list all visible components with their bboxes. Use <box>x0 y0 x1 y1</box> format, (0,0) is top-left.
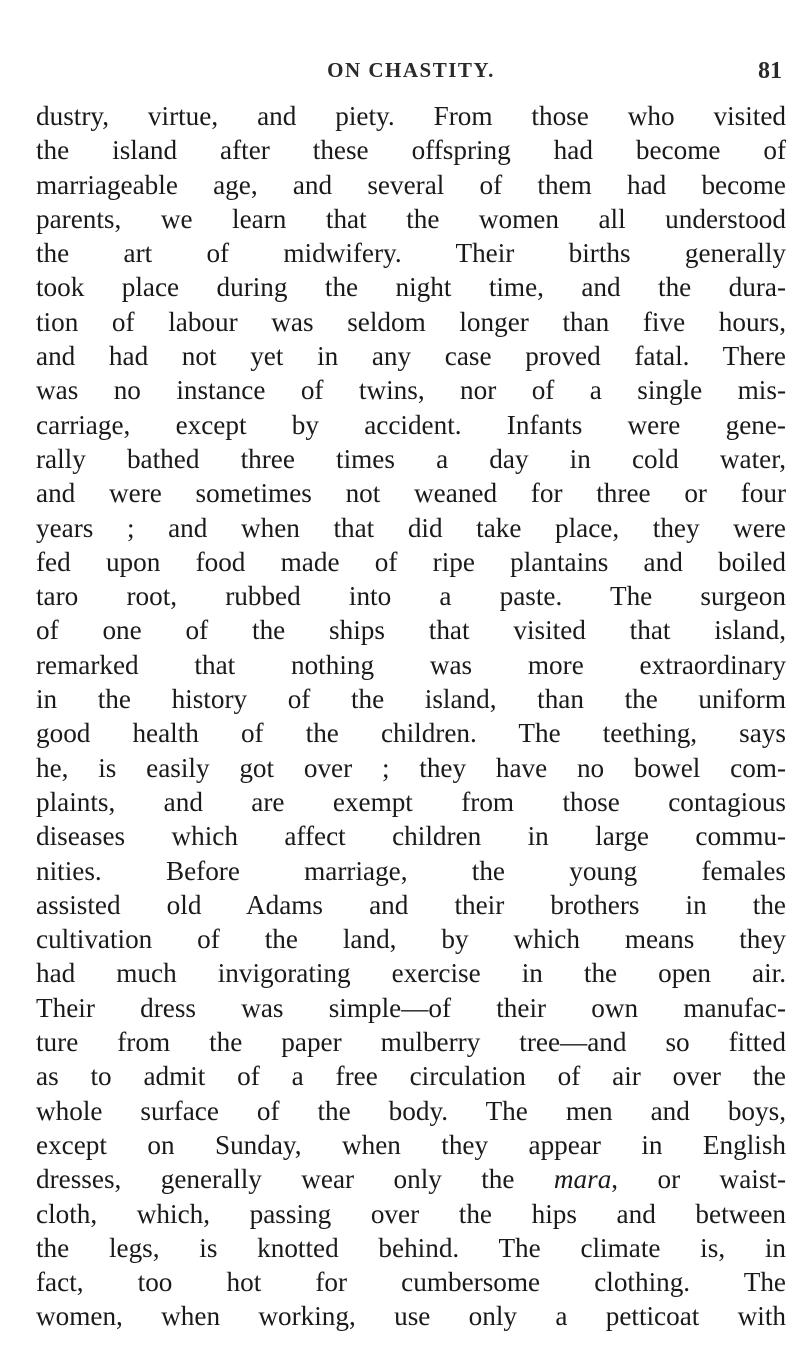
text-line: assisted old Adams and their brothers in the <box>36 889 786 920</box>
text-line: carriage, except by accident. Infants were gene- <box>36 409 786 440</box>
text-line: except on Sunday, when they appear in English <box>36 1129 786 1160</box>
text-line: the art of midwifery. Their births generally <box>36 238 786 269</box>
text-line: good health of the children. The teething, says <box>36 718 786 749</box>
text-line: took place during the night time, and the dura- <box>36 272 786 303</box>
text-line: was no instance of twins, nor of a single mis- <box>36 375 786 406</box>
text-line: whole surface of the body. The men and boys, <box>36 1095 786 1126</box>
text-line: of one of the ships that visited that island, <box>36 615 786 646</box>
text-line: tion of labour was seldom longer than five hours, <box>36 306 786 337</box>
text-line: plaints, and are exempt from those contagious <box>36 786 786 817</box>
text-line: fact, too hot for cumbersome clothing. The <box>36 1267 786 1298</box>
text-line: diseases which affect children in large commu- <box>36 821 786 852</box>
text-line: cultivation of the land, by which means they <box>36 924 786 955</box>
text-line: nities. Before marriage, the young females <box>36 855 786 886</box>
text-line: women, when working, use only a petticoat with <box>36 1301 786 1332</box>
body-text <box>36 99 786 1334</box>
text-line: he, is easily got over ; they have no bowel com- <box>36 752 786 783</box>
text-line: dustry, virtue, and piety. From those who visited <box>36 101 786 131</box>
text-line: in the history of the island, than the uniform <box>36 684 786 715</box>
text-line: cloth, which, passing over the hips and between <box>36 1198 786 1229</box>
text-line: ture from the paper mulberry tree—and so fitted <box>36 1027 786 1058</box>
page-number: 81 <box>758 58 782 84</box>
text-line: fed upon food made of ripe plantains and boiled <box>36 546 786 577</box>
text-line: rally bathed three times a day in cold water, <box>36 443 786 474</box>
text-line: years ; and when that did take place, they were <box>36 512 786 543</box>
text-line: the legs, is knotted behind. The climate is, in <box>36 1232 786 1263</box>
text-line: Their dress was simple—of their own manufac- <box>36 992 786 1023</box>
italic-term: mara <box>553 1164 612 1195</box>
running-head: ON CHASTITY. <box>327 58 495 82</box>
text-line: taro root, rubbed into a paste. The surgeon <box>36 581 786 612</box>
text-line: and had not yet in any case proved fatal. There <box>36 341 786 372</box>
text-line: and were sometimes not weaned for three or four <box>36 478 786 509</box>
text-line: as to admit of a free circulation of air over the <box>36 1061 786 1092</box>
text-line-mara: dresses, generally wear only the mara, or waist- <box>36 1164 786 1195</box>
text-line: had much invigorating exercise in the open air. <box>36 958 786 989</box>
text-line: marriageable age, and several of them had become <box>36 169 786 200</box>
text-line: remarked that nothing was more extraordinary <box>36 649 786 680</box>
text-line: the island after these offspring had become of <box>36 135 786 166</box>
page-header <box>36 58 786 92</box>
text-line: parents, we learn that the women all understood <box>36 203 786 234</box>
